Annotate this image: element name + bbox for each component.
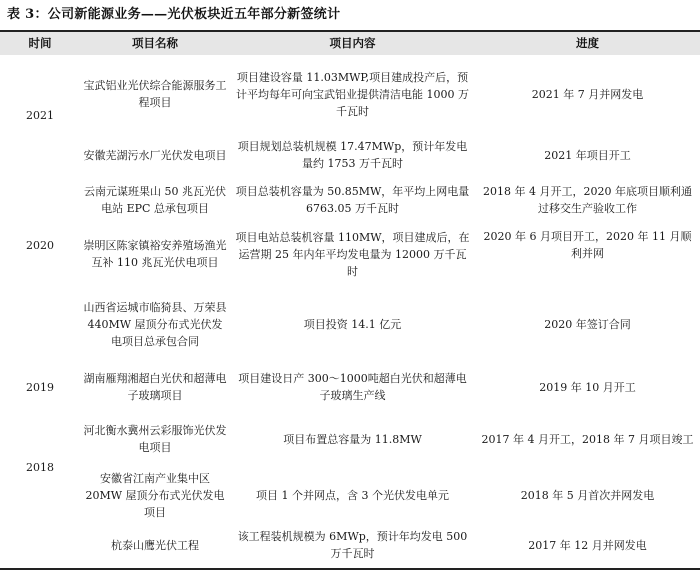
progress-cell: 2021 年项目开工 — [544, 148, 631, 162]
progress-cell: 2018 年 4 月开工，2020 年底项目顺利通过移交生产验收工作 — [483, 185, 692, 215]
progress-cell: 2019 年 10 月开工 — [539, 380, 636, 394]
project-name-cell: 云南元谋班果山 50 兆瓦光伏电站 EPC 总承包项目 — [84, 185, 226, 215]
project-name-cell: 安徽省江南产业集中区 20MW 屋顶分布式光伏发电项目 — [85, 471, 225, 519]
project-name-cell: 安徽芜湖污水厂光伏发电项目 — [83, 148, 227, 162]
year-cell: 2020 — [26, 238, 54, 252]
project-content-cell: 项目布置总容量为 11.8MW — [283, 432, 422, 446]
bottom-rule — [0, 568, 700, 570]
project-name-cell: 崇明区陈家镇裕安养殖场渔光互补 110 兆瓦光伏电项目 — [83, 239, 227, 269]
table-title-text: 公司新能源业务——光伏板块近五年部分新签统计 — [47, 7, 341, 22]
project-content-cell: 该工程装机规模为 6MWp，预计年均发电 500 万千瓦时 — [237, 530, 468, 560]
project-content-cell: 项目总装机容量为 50.85MW，年平均上网电量 6763.05 万千瓦时 — [235, 185, 470, 215]
project-content-cell: 项目投资 14.1 亿元 — [303, 317, 402, 331]
progress-cell: 2020 年签订合同 — [544, 317, 631, 331]
header-progress: 进度 — [576, 36, 599, 50]
project-name-cell: 山西省运城市临猗县、万荣县 440MW 屋顶分布式光伏发电项目总承包合同 — [83, 300, 227, 348]
progress-cell: 2017 年 12 月并网发电 — [528, 538, 647, 552]
progress-cell: 2018 年 5 月首次并网发电 — [520, 488, 655, 502]
project-name-cell: 宝武铝业光伏综合能源服务工程项目 — [83, 79, 227, 109]
project-content-cell: 项目 1 个并网点，含 3 个光伏发电单元 — [256, 488, 449, 502]
progress-cell: 2021 年 7 月并网发电 — [531, 87, 644, 101]
project-content-cell: 项目规划总装机规模 17.47MWp，预计年发电量约 1753 万千瓦时 — [237, 140, 468, 170]
project-name-cell: 杭泰山鹰光伏工程 — [111, 538, 199, 552]
table-title-prefix: 表 3： — [7, 7, 48, 22]
header-project-name: 项目名称 — [132, 36, 178, 50]
year-cell: 2021 — [26, 108, 54, 122]
table-title — [7, 3, 340, 22]
project-content-cell: 项目建设容量 11.03MWP,项目建成投产后，预计平均每年可向宝武铝业提供清洁电能 1000 万千瓦时 — [236, 70, 469, 118]
header-year: 时间 — [28, 36, 52, 50]
project-name-cell: 河北衡水冀州云彩服饰光伏发电项目 — [83, 424, 227, 454]
progress-cell: 2017 年 4 月开工，2018 年 7 月项目竣工 — [481, 432, 694, 446]
progress-cell: 2020 年 6 月项目开工，2020 年 11 月顺利并网 — [483, 230, 692, 260]
project-name-cell: 湖南雁翔湘超白光伏和超薄电子玻璃项目 — [83, 372, 227, 402]
header-project-content: 项目内容 — [329, 36, 376, 50]
project-content-cell: 项目电站总装机容量 110MW，项目建成后，在运营期 25 年内年平均发电量为 12000 万千瓦时 — [235, 230, 470, 278]
year-cell: 2018 — [26, 460, 54, 474]
project-content-cell: 项目建设日产 300～1000吨超白光伏和超薄电子玻璃生产线 — [238, 372, 467, 402]
year-cell: 2019 — [26, 380, 54, 394]
